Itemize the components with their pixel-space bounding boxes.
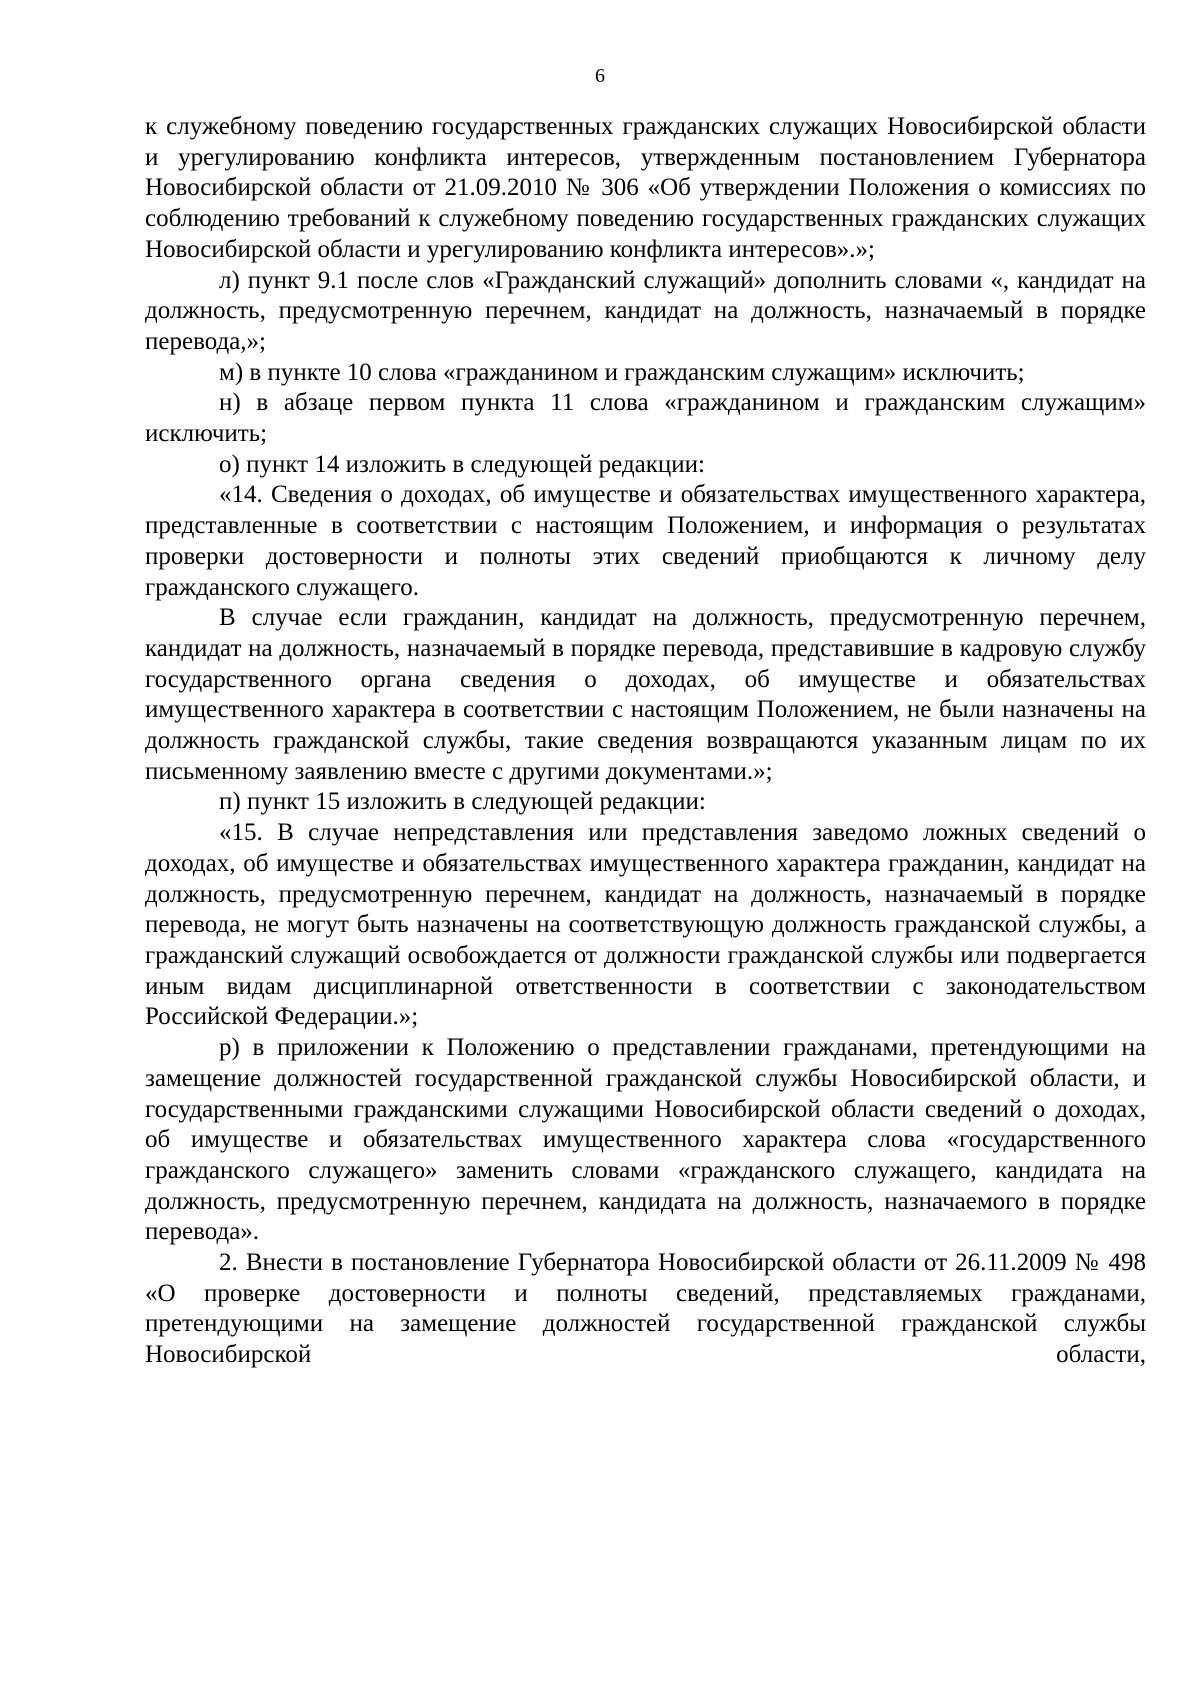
document-body: [145, 112, 1146, 1371]
paragraph-section-2: 2. Внести в постановление Губернатора Новосибирской области от 26.11.2009 № 498 «О проверке достоверности и полноты сведений, представляемых гражданами, претендующими на замещение должностей государственной гражданской службы Новосибирской области,: [145, 1249, 1146, 1369]
paragraph-item-m: м) в пункте 10 слова «гражданином и гражданским служащим» исключить;: [219, 358, 1025, 386]
paragraph-item-o: о) пункт 14 изложить в следующей редакции:: [219, 450, 705, 478]
paragraph-item-p: п) пункт 15 изложить в следующей редакции:: [219, 788, 706, 816]
paragraph-item-l: л) пункт 9.1 после слов «Гражданский служащий» дополнить словами «, кандидат на должность, предусмотренную перечнем, кандидат на должность, назначаемый в порядке перевода,»;: [145, 266, 1146, 355]
paragraph-clause-15: «15. В случае непредставления или представления заведомо ложных сведений о доходах, об имуществе и обязательствах имущественного характера гражданин, кандидат на должность, предусмотренную перечнем, кандидат на должность, назначаемый в порядке перевода, не могут быть назначены на соответствующую должность гражданской службы, а гражданский служащий освобождается от должности гражданской службы или подвергается иным видам дисциплинарной ответственности в соответствии с законодательством Российской Федерации.»;: [145, 819, 1146, 1031]
paragraph-clause-14: «14. Сведения о доходах, об имуществе и обязательствах имущественного характера, представленные в соответствии с настоящим Положением, и информация о результатах проверки достоверности и полноты этих сведений приобщаются к личному делу гражданского служащего.: [145, 481, 1146, 601]
page-number: 6: [595, 65, 605, 87]
paragraph-clause-14-part-2: В случае если гражданин, кандидат на должность, предусмотренную перечнем, кандидат на должность, назначаемый в порядке перевода, представившие в кадровую службу государственного органа сведения о доходах, об имуществе и обязательствах имущественного характера в соответствии с настоящим Положением, не были назначены на должность гражданской службы, такие сведения возвращаются указанным лицам по их письменному заявлению вместе с другими документами.»;: [145, 604, 1146, 785]
paragraph-item-r: р) в приложении к Положению о представлении гражданами, претендующими на замещение должностей государственной гражданской службы Новосибирской области, и государственными гражданскими служащими Новосибирской области сведений о доходах, об имуществе и обязательствах имущественного характера слова «государственного гражданского служащего» заменить словами «гражданского служащего, кандидата на должность, предусмотренную перечнем, кандидата на должность, назначаемого в порядке перевода».: [145, 1034, 1146, 1246]
paragraph-item-n: н) в абзаце первом пункта 11 слова «гражданином и гражданским служащим» исключить;: [145, 389, 1146, 448]
paragraph-continuation: к служебному поведению государственных гражданских служащих Новосибирской области и урегулированию конфликта интересов, утвержденным постановлением Губернатора Новосибирской области от 21.09.2010 № 306 «Об утверждении Положения о комиссиях по соблюдению требований к служебному поведению государственных гражданских служащих Новосибирской области и урегулированию конфликта интересов».»;: [145, 113, 1146, 263]
